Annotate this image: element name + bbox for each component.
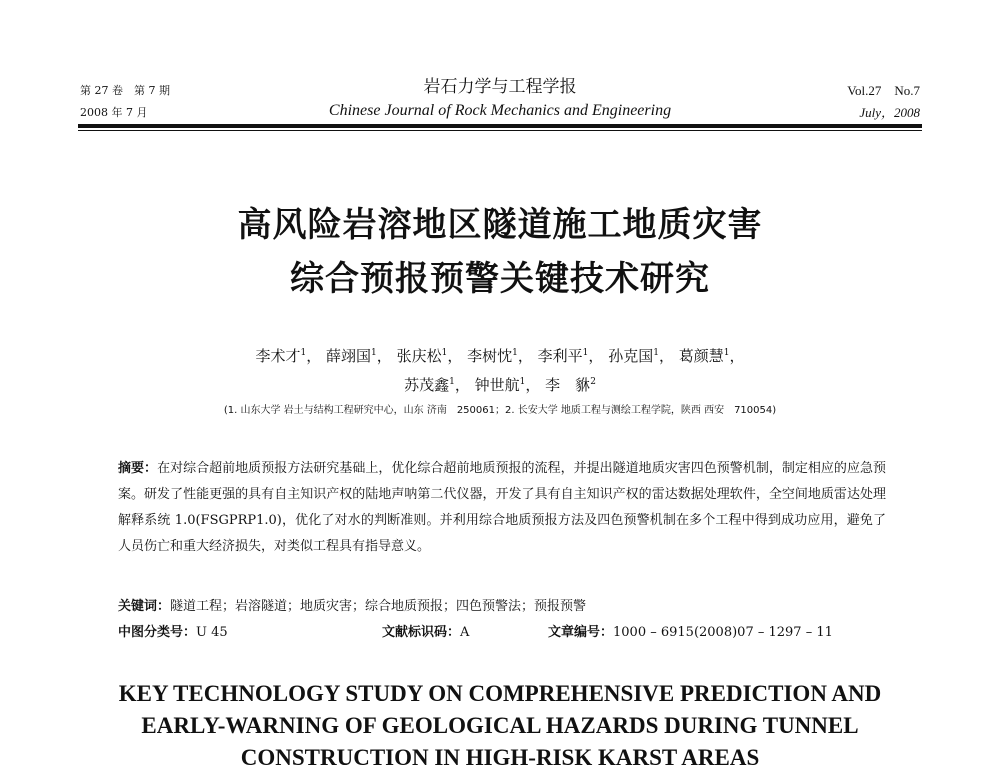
doc-label: 文献标识码： — [382, 625, 461, 640]
header-right — [847, 80, 920, 124]
header-left — [80, 80, 170, 124]
author-affil-mark: 1 — [582, 348, 589, 358]
author-affil-mark: 1 — [723, 348, 730, 358]
title-en-line1: KEY TECHNOLOGY STUDY ON COMPREHENSIVE PREDICTION AND — [118, 681, 882, 706]
author-separator: ， — [376, 347, 392, 365]
author-name: 张庆松 — [396, 347, 442, 365]
clc-code — [118, 622, 228, 644]
affiliations: (1. 山东大学 岩土与结构工程研究中心，山东 济南 250061；2. 长安大学 地质工程与测绘工程学院，陕西 西安 710054) — [223, 405, 777, 416]
author-name: 薛翊国 — [326, 347, 372, 365]
author-separator: ， — [517, 347, 533, 365]
volume-issue-en: Vol.27 No.7 — [847, 83, 920, 98]
journal-title-block — [260, 74, 740, 122]
author-line-1 — [0, 340, 1000, 369]
author-affil-mark: 1 — [653, 348, 659, 358]
author-affil-mark: 1 — [449, 377, 455, 387]
header-rule-thick — [78, 124, 922, 128]
author-separator: ， — [454, 376, 470, 394]
author-line-2 — [0, 369, 1000, 398]
abstract — [118, 456, 886, 560]
author-affil-mark: 1 — [300, 348, 307, 358]
keywords — [118, 596, 886, 618]
author-affil-mark: 1 — [371, 348, 377, 358]
author-name: 李树忱 — [467, 347, 513, 365]
date-en: July，2008 — [859, 105, 920, 120]
author-separator: ， — [447, 347, 463, 365]
abstract-text: 在对综合超前地质预报方法研究基础上，优化综合超前地质预报的流程，并提出隧道地质灾害四色预警机制，制定相应的应急预案。研发了性能更强的具有自主知识产权的陆地声呐第二代仪器，开发了具有自主知识产权的雷达数据处理软件，全空间地质雷达处理解释系统 1.0(FSGPRP1.0)，优化了对水的判断准则。并利用综合地质预报方法及四色预警机制在多个工程中得到成功应用，避免了人员伤亡和重大经济损失，对类似工程具有指导意义。 — [118, 461, 886, 554]
author-affil-mark: 1 — [512, 348, 518, 358]
title-cn-line1: 高风险岩溶地区隧道施工地质灾害 — [237, 205, 763, 245]
author-separator: ， — [658, 347, 674, 365]
title-cn-line2: 综合预报预警关键技术研究 — [290, 259, 710, 299]
author-name: 李利平 — [537, 347, 583, 365]
author-separator: ， — [525, 376, 541, 394]
title-en-line3: CONSTRUCTION IN HIGH-RISK KARST AREAS — [240, 745, 760, 770]
article-value: 1000 – 6915(2008)07 – 1297 – 11 — [613, 625, 833, 640]
author-list — [0, 340, 1000, 398]
journal-title-cn: 岩石力学与工程学报 — [423, 77, 577, 97]
author-affil-mark: 1 — [441, 348, 448, 358]
volume-issue-cn: 第 27 卷 第 7 期 — [80, 84, 170, 97]
author-separator: ， — [729, 347, 745, 365]
paper-title-cn — [0, 198, 1000, 306]
author-separator: ， — [306, 347, 322, 365]
doc-value: A — [460, 625, 470, 640]
author-separator: ， — [588, 347, 604, 365]
clc-label: 中图分类号： — [118, 625, 197, 640]
author-affil-mark: 1 — [519, 377, 526, 387]
article-number — [548, 622, 833, 644]
author-affil-mark: 2 — [590, 377, 596, 387]
author-name: 苏茂鑫 — [404, 376, 450, 394]
title-en-line2: EARLY-WARNING OF GEOLOGICAL HAZARDS DURING TUNNEL — [141, 713, 859, 738]
date-cn: 2008 年 7 月 — [80, 106, 148, 119]
journal-title-en: Chinese Journal of Rock Mechanics and Engineering — [328, 102, 672, 119]
article-label: 文章编号： — [548, 625, 614, 640]
author-name: 孙克国 — [608, 347, 654, 365]
clc-value: U 45 — [196, 625, 228, 640]
author-name: 钟世航 — [474, 376, 520, 394]
header-rule-thin — [78, 130, 922, 131]
abstract-label: 摘要： — [118, 461, 158, 476]
author-name: 李术才 — [255, 347, 301, 365]
document-code — [382, 622, 469, 644]
author-name: 李 貅 — [545, 376, 591, 394]
keywords-label: 关键词： — [118, 599, 171, 614]
keywords-text: 隧道工程；岩溶隧道；地质灾害；综合地质预报；四色预警法；预报预警 — [170, 599, 587, 614]
author-name: 葛颜慧 — [678, 347, 724, 365]
